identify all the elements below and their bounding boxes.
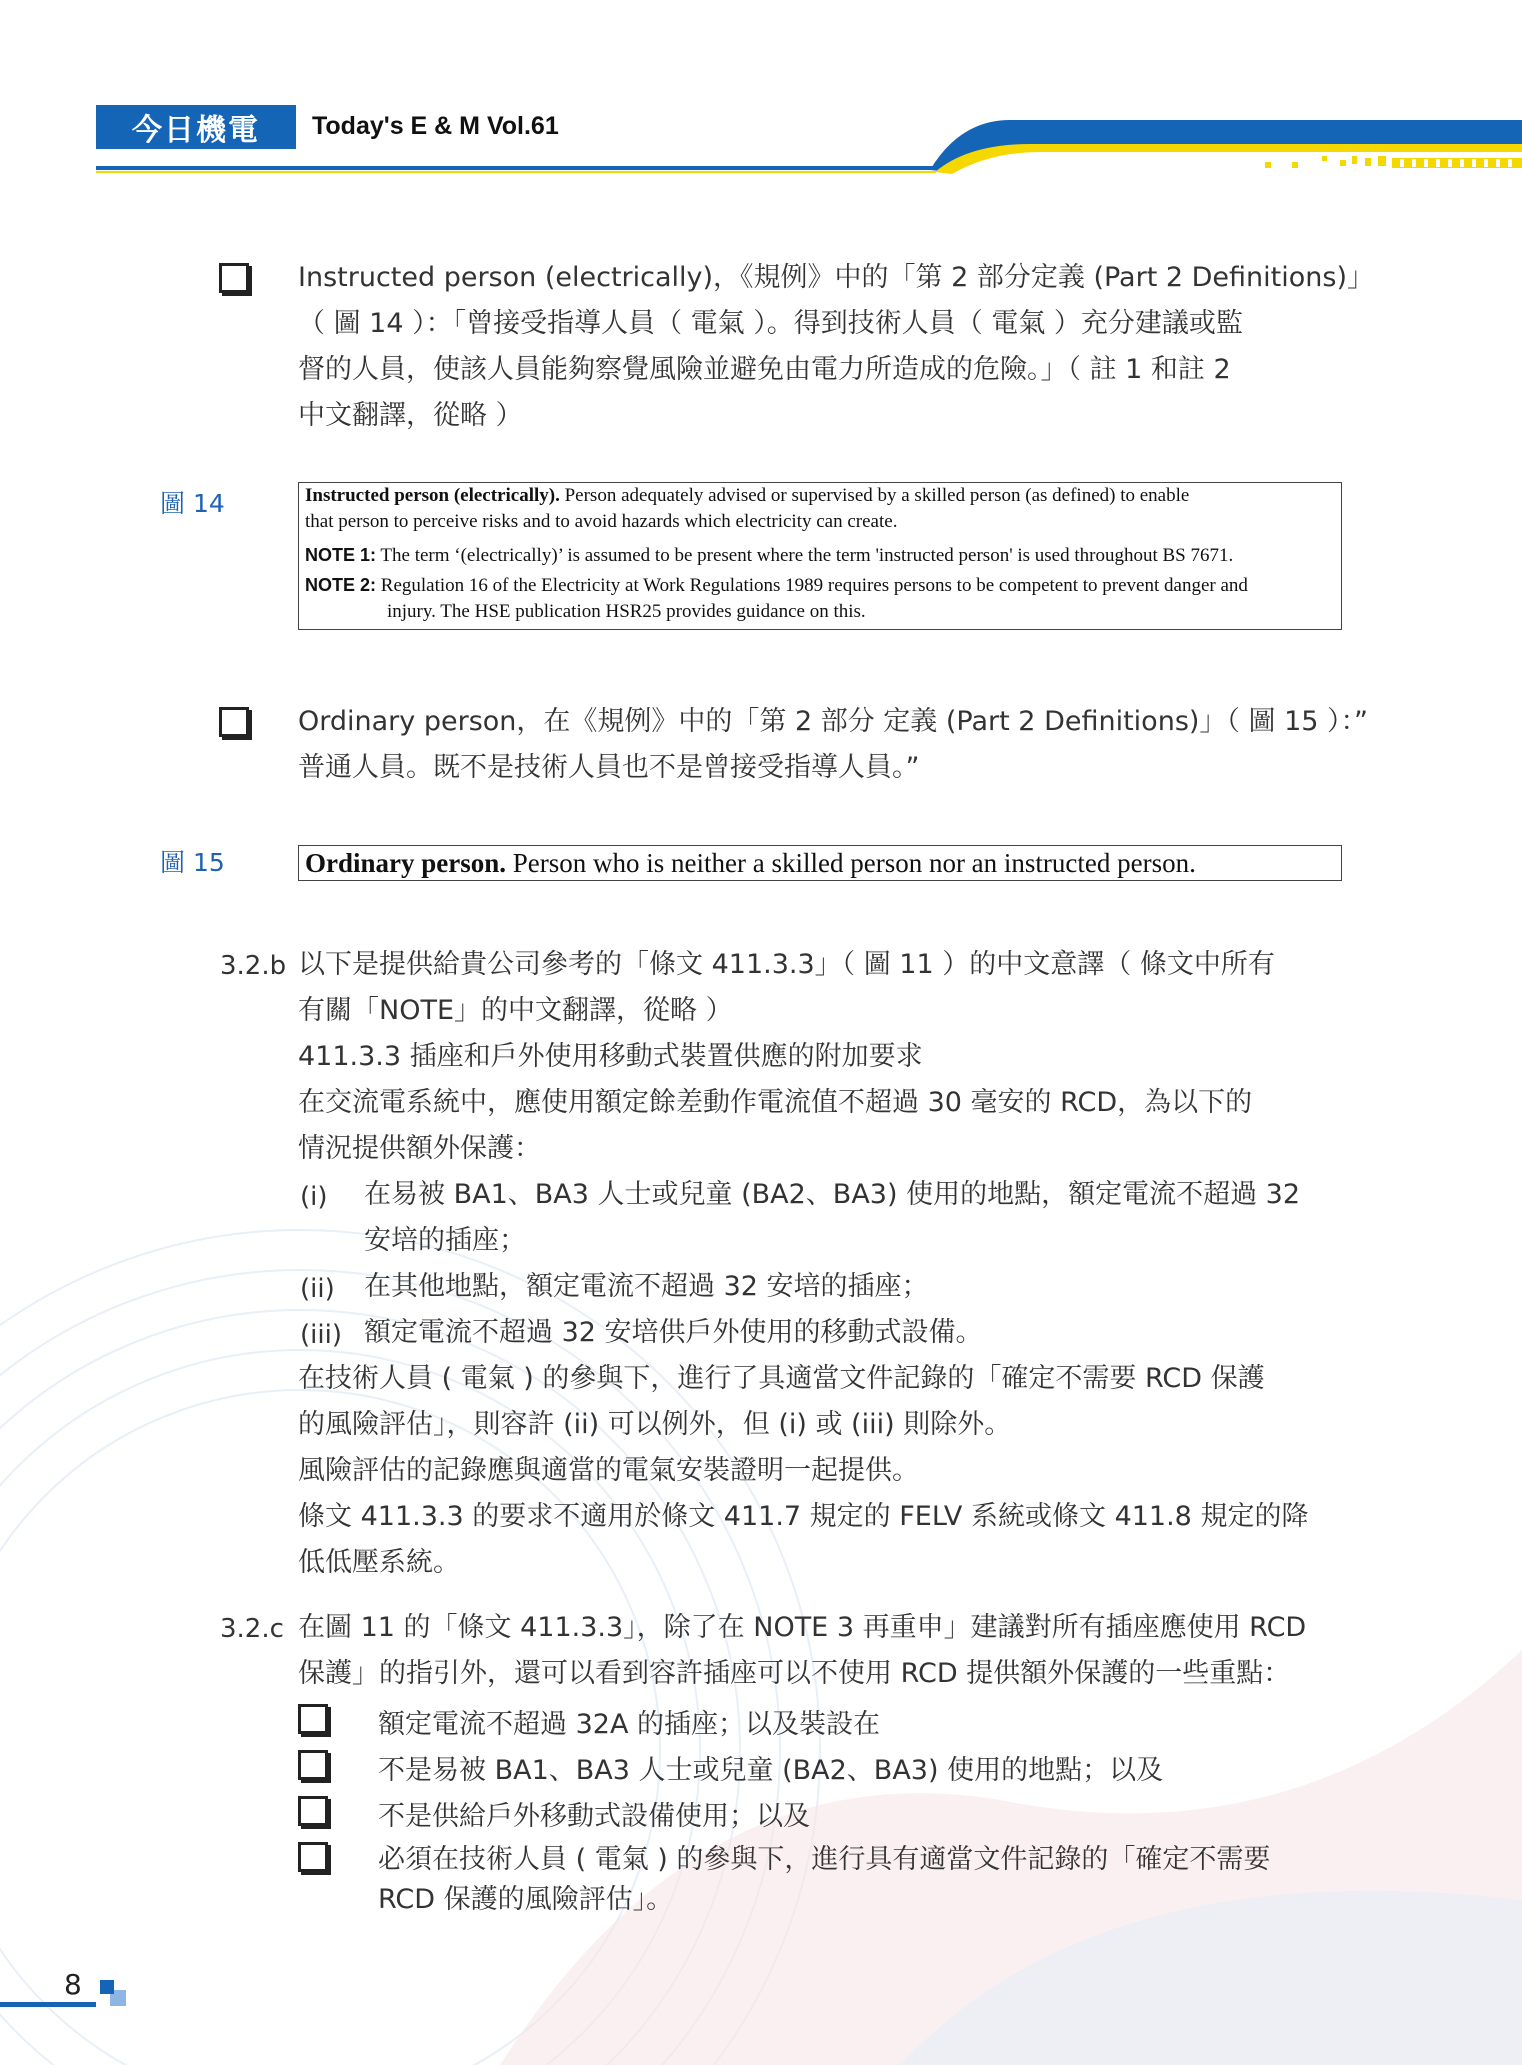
text-line: 不是易被 BA1、BA3 人士或兒童 (BA2、BA3) 使用的地點；以及 [378, 1755, 1164, 1786]
fig14-definition-cont: that person to perceive risks and to avoid hazards which electricity can create. [305, 511, 898, 532]
footer-square-icon [100, 1980, 114, 1994]
text-line: 情況提供額外保護： [298, 1133, 541, 1164]
text-line: Instructed person (electrically)，《規例》中的「第 2 部分定義 (Part 2 Definitions)」 [298, 262, 1374, 293]
instructed-person-paragraph [298, 255, 1374, 439]
text-line: 低低壓系統。 [298, 1547, 460, 1578]
bullet-item [378, 1840, 1270, 1920]
list-item-number: (iii) [300, 1320, 342, 1350]
text-line: 條文 411.3.3 的要求不適用於條文 411.7 規定的 FELV 系統或條文 411.8 規定的降 [298, 1501, 1309, 1532]
text-line: 以下是提供給貴公司參考的「條文 411.3.3」（ 圖 11 ）的中文意譯（ 條文中所有 [298, 949, 1275, 980]
text-line: 中文翻譯，從略 ） [298, 400, 523, 431]
magazine-volume: Today's E & M Vol.61 [312, 112, 559, 140]
list-item [364, 1264, 929, 1310]
fig14-term: Instructed person (electrically). [305, 485, 560, 506]
section-c-intro [298, 1605, 1306, 1697]
figure-15-label: 圖 15 [160, 848, 225, 877]
figure-14-label: 圖 14 [160, 489, 225, 518]
figure-14-box [298, 482, 1342, 630]
list-item [364, 1310, 983, 1356]
text-line: 風險評估的記錄應與適當的電氣安裝證明一起提供。 [298, 1455, 919, 1486]
section-number: 3.2.b [220, 951, 287, 981]
fig14-note2-text-cont: injury. The HSE publication HSR25 provides guidance on this. [387, 601, 866, 622]
bullet-item [378, 1794, 810, 1840]
fig14-definition: Person adequately advised or supervised by a skilled person (as defined) to enable [559, 485, 1190, 506]
checkbox-icon [298, 1750, 328, 1780]
section-b-after [298, 1356, 1308, 1586]
text-line: RCD 保護的風險評估」。 [378, 1884, 674, 1915]
text-line: 的風險評估」，則容許 (ii) 可以例外，但 (i) 或 (iii) 則除外。 [298, 1409, 1012, 1440]
text-line: 在圖 11 的「條文 411.3.3」，除了在 NOTE 3 再重申」建議對所有插座應使用 RCD [298, 1612, 1307, 1643]
text-line: 普通人員。既不是技術人員也不是曾接受指導人員。” [298, 752, 920, 783]
text-line: 必須在技術人員 ( 電氣 ) 的參與下，進行具有適當文件記錄的「確定不需要 [378, 1844, 1271, 1875]
text-line: 在易被 BA1、BA3 人士或兒童 (BA2、BA3) 使用的地點，額定電流不超過 32 [364, 1179, 1301, 1210]
text-line: 額定電流不超過 32 安培供戶外使用的移動式設備。 [364, 1317, 983, 1348]
page-number: 8 [64, 1968, 82, 2001]
text-line: 不是供給戶外移動式設備使用；以及 [378, 1801, 810, 1832]
text-line: 在其他地點，額定電流不超過 32 安培的插座； [364, 1271, 929, 1302]
text-line: 額定電流不超過 32A 的插座；以及裝設在 [378, 1709, 880, 1740]
text-line: 安培的插座； [364, 1225, 526, 1256]
section-number: 3.2.c [220, 1614, 284, 1644]
text-line: 督的人員，使該人員能夠察覺風險並避免由電力所造成的危險。」（ 註 1 和註 2 [298, 354, 1231, 385]
fig14-note2-text: Regulation 16 of the Electricity at Work Regulations 1989 requires persons to be competent to prevent danger and [376, 575, 1248, 596]
text-line: 在技術人員 ( 電氣 ) 的參與下，進行了具適當文件記錄的「確定不需要 RCD 保護 [298, 1363, 1265, 1394]
section-b-intro [298, 942, 1275, 1172]
text-line: 在交流電系統中，應使用額定餘差動作電流值不超過 30 毫安的 RCD，為以下的 [298, 1087, 1253, 1118]
fig14-note2-label: NOTE 2: [305, 575, 377, 595]
fig14-note1-text: The term ‘(electrically)’ is assumed to be present where the term 'instructed person' is used throughout BS 7671. [376, 545, 1234, 566]
fig15-term: Ordinary person. [305, 848, 507, 878]
bullet-item [378, 1702, 880, 1748]
text-line: （ 圖 14 ）：「曾接受指導人員（ 電氣 ）。得到技術人員（ 電氣 ）充分建議或監 [298, 308, 1243, 339]
fig14-note1-label: NOTE 1: [305, 545, 377, 565]
text-line: Ordinary person，在《規例》中的「第 2 部分 定義 (Part 2 Definitions)」（ 圖 15 ）：” [298, 706, 1369, 737]
checkbox-icon [219, 707, 249, 737]
figure-15-box [298, 845, 1342, 881]
list-item-number: (i) [300, 1182, 328, 1212]
ordinary-person-paragraph [298, 699, 1368, 791]
list-item-number: (ii) [300, 1274, 335, 1304]
list-item [364, 1172, 1300, 1264]
checkbox-icon [298, 1796, 328, 1826]
bullet-item [378, 1748, 1163, 1794]
checkbox-icon [298, 1842, 328, 1872]
checkbox-icon [219, 263, 249, 293]
text-line: 有關「NOTE」的中文翻譯，從略 ） [298, 995, 733, 1026]
checkbox-icon [298, 1704, 328, 1734]
text-line: 保護」的指引外，還可以看到容許插座可以不使用 RCD 提供額外保護的一些重點： [298, 1658, 1291, 1689]
text-line: 411.3.3 插座和戶外使用移動式裝置供應的附加要求 [298, 1041, 923, 1072]
magazine-title: 今日機電 [96, 105, 296, 149]
footer-line [0, 2002, 96, 2007]
fig15-definition: Person who is neither a skilled person nor an instructed person. [506, 848, 1196, 878]
